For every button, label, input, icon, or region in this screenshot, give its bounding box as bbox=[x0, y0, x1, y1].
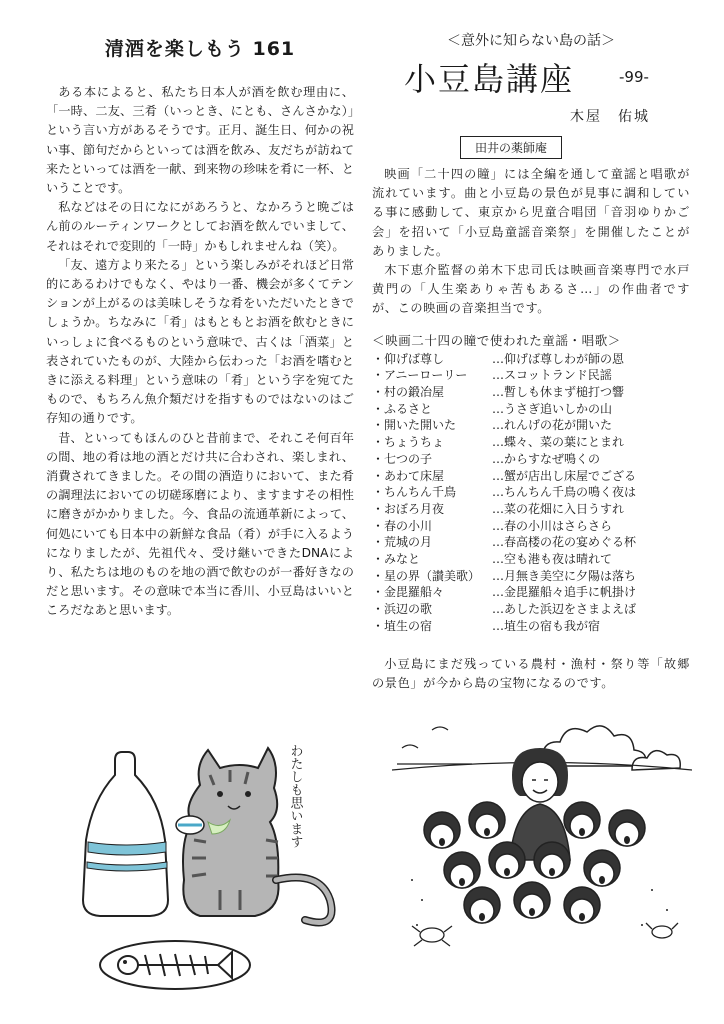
crab-icon bbox=[412, 926, 452, 946]
song-title: ・星の界（讃美歌） bbox=[372, 568, 481, 583]
song-lyric-line: …暫しも休まず槌打つ響 bbox=[492, 385, 625, 400]
sake-paragraph: 「友、遠方より来たる」という楽しみがそれほど日常的にあるわけでもなく、やはり一番、機会が多くてテンションが上がるのは美味しそうな肴をいただいたときでしょうか。ちなみに「肴」はもともとお酒を飲むときにいっしょに食べるものという意味で、古くは「酒菜」と表されていたものが、大陸から伝わった「お酒を嗜むときに添える料理」という意味の「肴」という字を宛てたもので、もちろん魚介類だけを指すものではないのはご存知の通りです。 bbox=[46, 257, 354, 426]
lecture-issue-number: -99- bbox=[619, 68, 649, 86]
bird-icon bbox=[397, 727, 472, 764]
song-list-item bbox=[372, 434, 690, 451]
song-lyric-line: …うさぎ追いしかの山 bbox=[492, 401, 613, 416]
song-title: ・みなと bbox=[372, 552, 421, 567]
song-list-item bbox=[372, 417, 690, 434]
song-title: ・村の鍛冶屋 bbox=[372, 385, 445, 400]
song-list-item bbox=[372, 568, 690, 585]
fish-bone-plate-icon bbox=[100, 941, 250, 989]
song-lyric-line: …埴生の宿も我が宿 bbox=[492, 618, 601, 633]
song-title: ・仰げば尊し bbox=[372, 351, 445, 366]
teacher-children-illustration bbox=[392, 700, 692, 950]
song-lyric-line: …春の小川はさらさら bbox=[492, 518, 613, 533]
sake-paragraph: 私などはその日になにがあろうと、なかろうと晩ごはん前のルーティンワークとしてお酒を飲んでいまして、それはそれで変則的「一時」かもしれませんね（笑）。 bbox=[46, 200, 354, 253]
song-title: ・おぼろ月夜 bbox=[372, 501, 445, 516]
song-list-item bbox=[372, 468, 690, 485]
song-lyric-line: …蟹が店出し床屋でござる bbox=[492, 468, 637, 483]
song-list-heading: ＜映画二十四の瞳で使われた童謡・唱歌＞ bbox=[372, 332, 621, 348]
lecture-author: 木屋 佑城 bbox=[570, 109, 650, 125]
song-list-item bbox=[372, 584, 690, 601]
lecture-subtitle: ＜意外に知らない島の話＞ bbox=[447, 33, 615, 49]
lecture-title: 小豆島講座 bbox=[404, 60, 575, 98]
song-lyric-line: …金毘羅船々追手に帆掛け bbox=[492, 585, 637, 600]
song-lyric-line: …ちんちん千鳥の鳴く夜は bbox=[492, 485, 637, 500]
lecture-paragraph: 木下恵介監督の弟木下忠司氏は映画音楽専門で水戸黄門の「人生楽ありゃ苦もあるさ…」の作曲者ですが、この映画の音楽担当です。 bbox=[372, 263, 690, 316]
song-title: ・ちんちん千鳥 bbox=[372, 485, 457, 500]
song-list-item bbox=[372, 618, 690, 635]
song-list-item bbox=[372, 384, 690, 401]
song-title: ・七つの子 bbox=[372, 451, 433, 466]
sake-paragraph: ある本によると、私たち日本人が酒を飲む理由に、「一時、二友、三肴（いっとき、にとも、さんさかな）」という言い方があるそうです。正月、誕生日、何かの祝い事、節句だからといっては酒を飲み、友だちが訪ねて来たといっては酒を一献、到来物の珍味を肴に一杯、ということです。 bbox=[46, 85, 354, 196]
cat-sake-illustration bbox=[80, 730, 370, 1000]
sake-paragraph: 昔、といってもほんのひと昔前まで、それこそ何百年の間、地の肴は地の酒とだけ共に合わされ、楽しまれ、消費されてきました。その間の酒造りにおいて、また肴の調理法においての切磋琢磨により、ますますその相性に磨きがかかりました。今、食品の流通革新によって、何処にいても日本中の新鮮な食品（肴）が手に入るようになりましたが、先祖代々、受け継いできたDNAにより、私たちは地のものを地の酒で飲むのが一番好きなのだと思います。その意味で本当に香川、小豆島はいいところだなあと思います。 bbox=[46, 430, 354, 618]
song-lyric-line: …スコットランド民謡 bbox=[492, 368, 612, 383]
song-title: ・浜辺の歌 bbox=[372, 602, 433, 617]
song-title: ・あわて床屋 bbox=[372, 468, 445, 483]
cat-icon bbox=[176, 748, 332, 923]
song-title: ・開いた開いた bbox=[372, 418, 457, 433]
song-title: ・金毘羅船々 bbox=[372, 585, 445, 600]
song-title: ・ふるさと bbox=[372, 401, 433, 416]
shodoshima-lecture-column bbox=[372, 30, 690, 693]
song-lyric-line: …仰げば尊しわが師の恩 bbox=[492, 351, 625, 366]
song-list-item bbox=[372, 367, 690, 384]
song-list-item bbox=[372, 601, 690, 618]
song-title: ・荒城の月 bbox=[372, 535, 433, 550]
cat-speech-text: わたしも思います bbox=[287, 744, 303, 848]
song-list-item bbox=[372, 551, 690, 568]
song-lyric-line: …からすなぜ鳴くの bbox=[492, 451, 601, 466]
crab-icon bbox=[646, 923, 678, 938]
sake-column-title: 清酒を楽しもう 161 bbox=[104, 38, 296, 60]
lecture-title-row bbox=[372, 54, 690, 104]
teacher-icon bbox=[510, 748, 570, 860]
song-list-item bbox=[372, 401, 690, 418]
song-title: ・埴生の宿 bbox=[372, 618, 433, 633]
song-lyric-line: …菜の花畑に入日うすれ bbox=[492, 501, 625, 516]
sake-bottle-icon bbox=[83, 752, 168, 916]
song-list-item bbox=[372, 484, 690, 501]
lecture-closing bbox=[372, 655, 690, 693]
song-lyric-line: …月無き美空に夕陽は落ち bbox=[492, 568, 637, 583]
song-list-item bbox=[372, 451, 690, 468]
sake-column bbox=[46, 34, 354, 621]
lecture-paragraph: 映画「二十四の瞳」には全編を通して童謡と唱歌が流れています。曲と小豆島の景色が見事に調和している事に感動して、東京から児童合唱団「音羽ゆりかご会」を招いて「小豆島童謡音楽祭」を開催したことがありました。 bbox=[372, 167, 690, 258]
section-label-box: 田井の薬師庵 bbox=[460, 136, 562, 159]
song-lyric-line: …蝶々、菜の葉にとまれ bbox=[492, 435, 625, 450]
closing-paragraph: 小豆島にまだ残っている農村・漁村・祭り等「故郷の景色」が今から島の宝物になるのです。 bbox=[372, 656, 690, 690]
song-lyric-line: …れんげの花が開いた bbox=[492, 418, 613, 433]
sake-column-body bbox=[46, 83, 354, 621]
song-list bbox=[372, 351, 690, 635]
song-title: ・アニーローリー bbox=[372, 368, 468, 383]
song-list-item bbox=[372, 501, 690, 518]
song-list-item bbox=[372, 534, 690, 551]
song-lyric-line: …春高楼の花の宴めぐる杯 bbox=[492, 535, 637, 550]
song-list-item bbox=[372, 518, 690, 535]
song-title: ・春の小川 bbox=[372, 518, 433, 533]
song-title: ・ちょうちょ bbox=[372, 435, 445, 450]
song-lyric-line: …空も港も夜は晴れて bbox=[492, 552, 613, 567]
lecture-body bbox=[372, 165, 690, 319]
song-list-item bbox=[372, 351, 690, 368]
song-lyric-line: …あした浜辺をさまよえば bbox=[492, 602, 637, 617]
